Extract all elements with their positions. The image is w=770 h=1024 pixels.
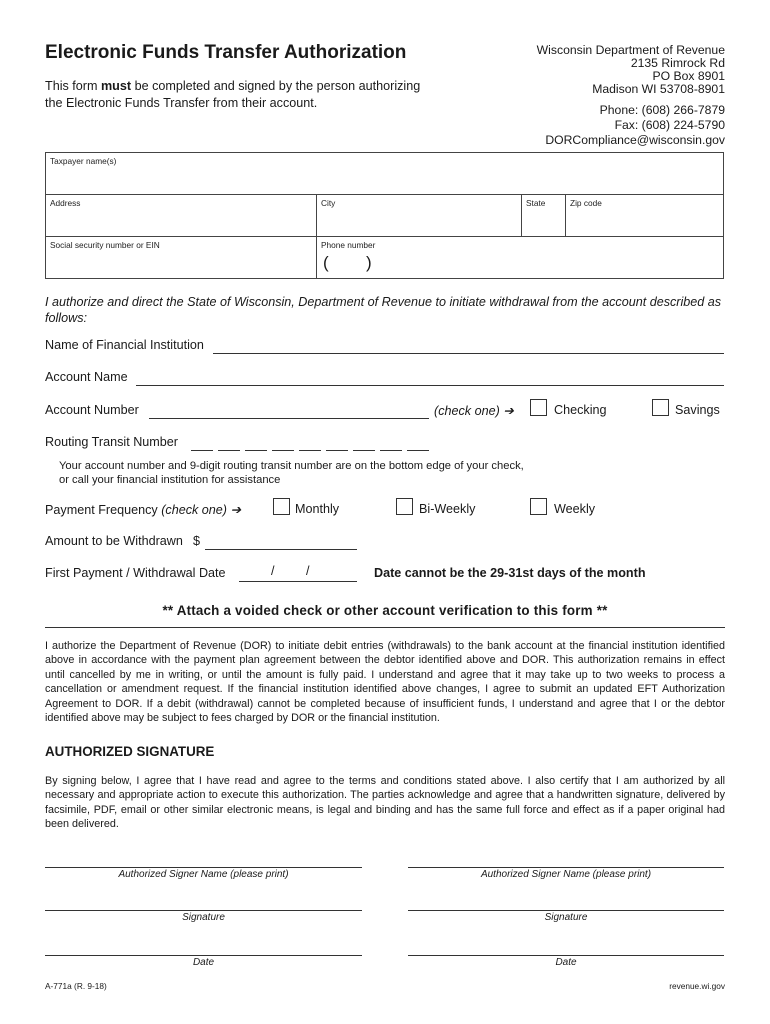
frequency-text: Payment Frequency <box>45 503 162 517</box>
savings-checkbox[interactable] <box>652 399 669 416</box>
intro-text: This form <box>45 79 101 93</box>
department-contact <box>545 103 725 148</box>
department-address <box>537 44 725 96</box>
biweekly-checkbox[interactable] <box>396 498 413 515</box>
routing-digit[interactable] <box>326 450 348 451</box>
form-intro <box>45 78 425 112</box>
dept-email: DORCompliance@wisconsin.gov <box>545 133 725 147</box>
zip-field[interactable] <box>566 195 723 237</box>
first-payment-label: First Payment / Withdrawal Date <box>45 566 226 580</box>
payment-frequency-label <box>45 502 241 517</box>
institution-input[interactable] <box>213 353 724 354</box>
routing-digit[interactable] <box>191 450 213 451</box>
dept-street: 2135 Rimrock Rd <box>630 56 725 70</box>
date-label-1: Date <box>192 957 215 968</box>
amount-input[interactable] <box>205 549 357 550</box>
authorization-terms: I authorize the Department of Revenue (DOR) to initiate debit entries (withdrawals) to the bank account at the financial institution identified above in accordance with the payment plan agreement between the debtor identified above and DOR. This authorization remains in effect until cancelled by me in writing, or until the amount is fully paid. I understand and agree that it may take up to two weeks to process a cancellation or amendment request. If the financial institution identified above changes, I agree to submit an updated EFT Authorization Agreement to DOR. If a debit (withdrawal) cannot be completed because of insufficient funds, I understand and agree that I or the debtor identified above may be subject to fees charged by DOR or the financial institution. <box>45 640 725 725</box>
footer-website: revenue.wi.gov <box>669 981 725 991</box>
routing-digit[interactable] <box>245 450 267 451</box>
date-label-2: Date <box>555 957 577 968</box>
institution-label: Name of Financial Institution <box>45 338 204 352</box>
weekly-label: Weekly <box>554 502 596 516</box>
account-number-label: Account Number <box>45 403 139 417</box>
signer-name-label-2: Authorized Signer Name (please print) <box>480 869 652 880</box>
first-payment-date-input[interactable] <box>239 581 357 582</box>
routing-digit[interactable] <box>407 450 429 451</box>
zip-label: Zip code <box>570 198 602 208</box>
date-separator: / <box>271 564 275 578</box>
dept-pobox: PO Box 8901 <box>652 69 725 83</box>
routing-digit[interactable] <box>380 450 402 451</box>
taxpayer-name-label: Taxpayer name(s) <box>50 156 117 166</box>
area-code-open: ( <box>323 253 329 272</box>
account-name-input[interactable] <box>136 385 724 386</box>
signature-heading: AUTHORIZED SIGNATURE <box>45 744 215 759</box>
weekly-checkbox[interactable] <box>530 498 547 515</box>
routing-help-line1: Your account number and 9-digit routing transit number are on the bottom edge of your check, <box>59 460 524 472</box>
signature-certification: By signing below, I agree that I have read and agree to the terms and conditions stated above. I also certify that I am authorized by all necessary and appropriate action to execute this authorization. The parties acknowledge and agree that a handwritten signature, delivered by facsimile, PDF, email or other similar electronic means, is legal and binding and has the same full force and effect as if a paper original had been delivered. <box>45 775 725 831</box>
routing-digit[interactable] <box>299 450 321 451</box>
routing-digit[interactable] <box>272 450 294 451</box>
signature-label-2: Signature <box>544 912 588 923</box>
city-field[interactable] <box>317 195 522 237</box>
city-label: City <box>321 198 336 208</box>
date-separator: / <box>306 564 310 578</box>
routing-help-note <box>59 459 524 487</box>
area-code-close: ) <box>366 253 372 272</box>
monthly-checkbox[interactable] <box>273 498 290 515</box>
checking-label: Checking <box>554 403 607 417</box>
section-divider <box>45 627 725 628</box>
routing-digit[interactable] <box>218 450 240 451</box>
routing-digit[interactable] <box>353 450 375 451</box>
signer-name-line-1[interactable] <box>45 867 362 868</box>
routing-label: Routing Transit Number <box>45 435 178 449</box>
biweekly-label: Bi-Weekly <box>419 502 476 516</box>
date-warning: Date cannot be the 29-31st days of the month <box>374 566 646 580</box>
dept-phone: Phone: (608) 266-7879 <box>599 103 725 117</box>
monthly-label: Monthly <box>295 502 340 516</box>
authorization-statement: I authorize and direct the State of Wisconsin, Department of Revenue to initiate withdrawal from the account described as follows: <box>45 295 722 325</box>
signature-label-1: Signature <box>182 912 225 923</box>
date-line-2[interactable] <box>408 955 724 956</box>
amount-label: Amount to be Withdrawn <box>45 534 183 548</box>
account-number-input[interactable] <box>149 418 429 419</box>
signer-name-label-1: Authorized Signer Name (please print) <box>118 869 289 880</box>
dept-name: Wisconsin Department of Revenue <box>536 43 725 57</box>
intro-text-rest: be completed and signed by the person authorizing the Electronic Funds Transfer from their account. <box>45 79 421 110</box>
routing-help-line2: or call your financial institution for assistance <box>59 474 281 486</box>
phone-label: Phone number <box>321 240 376 250</box>
attach-voided-check-notice: ** Attach a voided check or other account verification to this form ** <box>162 603 608 618</box>
ssn-label: Social security number or EIN <box>50 240 160 250</box>
address-field[interactable] <box>46 195 317 237</box>
form-title: Electronic Funds Transfer Authorization <box>45 42 407 63</box>
state-label: State <box>526 198 546 208</box>
intro-emphasis: must <box>100 79 132 93</box>
dollar-sign: $ <box>193 534 201 548</box>
savings-label: Savings <box>675 403 720 417</box>
account-name-label: Account Name <box>45 370 128 384</box>
address-label: Address <box>50 198 81 208</box>
dept-fax: Fax: (608) 224-5790 <box>614 118 725 132</box>
signature-line-1[interactable] <box>45 910 362 911</box>
taxpayer-name-field[interactable] <box>46 153 723 195</box>
dept-city: Madison WI 53708-8901 <box>592 82 725 96</box>
frequency-instruction: (check one) ➔ <box>161 503 242 517</box>
signer-name-line-2[interactable] <box>408 867 724 868</box>
form-id: A-771a (R. 9-18) <box>45 981 107 991</box>
date-line-1[interactable] <box>45 955 362 956</box>
state-field[interactable] <box>522 195 566 237</box>
account-type-instruction: (check one) ➔ <box>434 404 514 418</box>
phone-field[interactable] <box>317 237 723 278</box>
signature-line-2[interactable] <box>408 910 724 911</box>
ssn-field[interactable] <box>46 237 317 278</box>
taxpayer-info-grid <box>45 152 724 279</box>
checking-checkbox[interactable] <box>530 399 547 416</box>
